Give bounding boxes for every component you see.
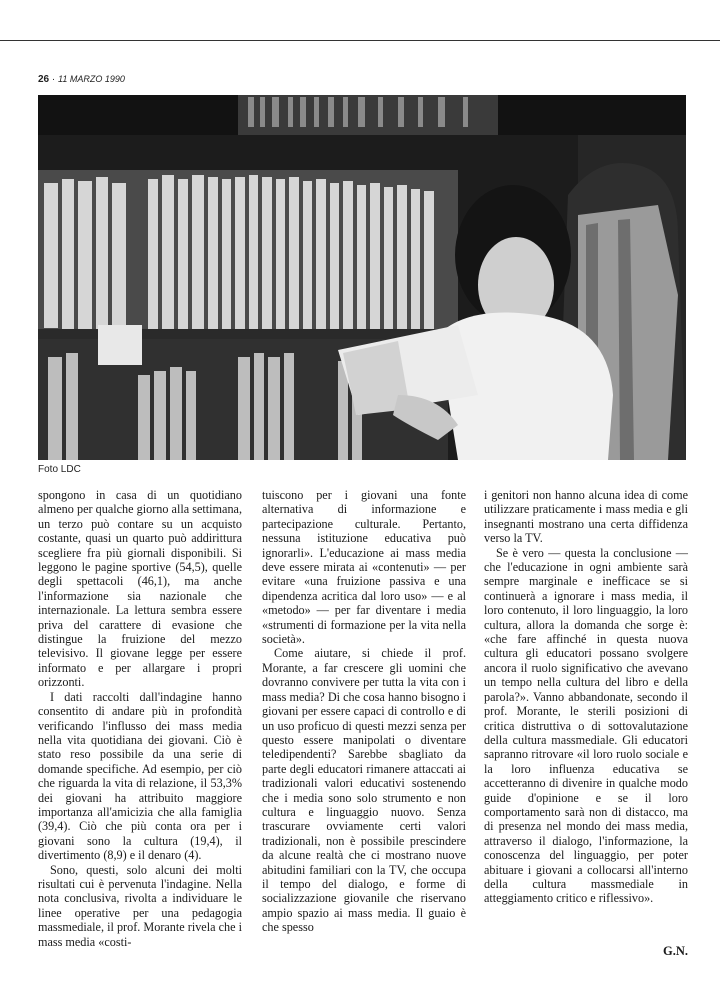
article-column-3: [484, 488, 688, 906]
article-column-1: [38, 488, 242, 949]
article-column-2: [262, 488, 466, 935]
paragraph: Come aiutare, si chiede il prof. Morante, a far crescere gli uomini che dovranno convivere per tutta la vita con i mass media? Di che cosa hanno bisogno i giovani per essere capaci di controllo e di un uso proficuo di questi mezzi senza per questo essere manipolati o diventare teledipendenti? Sarebbe sbagliato da parte degli educatori rimanere attaccati ai tradizionali valori educativi sostenendo che i media sono solo strumento e non cultura e linguaggio nuovo. Senza trascurare ovviamente certi valori tradizionali, non è possibile prescindere da alcune realtà che ci mostrano nuove abitudini familiari con la TV, che occupa il tempo del dialogo, e forme di socializzazione giovanile che riservano ampio spazio ai mass media. Il guaio è che spesso: [262, 646, 466, 935]
top-rule: [0, 40, 720, 41]
library-photo: [38, 95, 686, 460]
page-folio: [38, 74, 125, 85]
page-number: 26: [38, 74, 50, 85]
paragraph: Sono, questi, solo alcuni dei molti risultati cui è pervenuta l'indagine. Nella nota conclusiva, rivolta a individuare le linee operative per una pedagogia massmediale, il prof. Morante rivela che i mass media «costi-: [38, 862, 242, 949]
paragraph: Se è vero — questa la conclusione — che l'educazione in ogni ambiente sarà sempre marginale e inefficace se si continuerà a ignorare i mass media, il loro contenuto, il loro linguaggio, la loro cultura, allora la domanda che sorge è: «che fare affinché in questa nuova cultura gli educatori possano svolgere ancora il ruolo significativo che avevano un tempo nella cultura del libro e della parola?». Vanno abbandonate, secondo il prof. Morante, le sterili posizioni di critica distruttiva o di sottovalutazione della cultura massmediale. Gli educatori sapranno ritrovare «il loro ruolo sociale e la loro influenza educativa se accetteranno di divenire in qualche modo guide d'opinione e se il loro comportamento sarà non di distacco, ma di presenza nel mondo dei mass media, attraverso il dialogo, l'informazione, la conoscenza del linguaggio, per poter abituare i giovani a collocarsi all'interno della cultura massmediale in atteggiamento critico e riflessivo».: [484, 545, 688, 906]
author-signature: G.N.: [663, 944, 688, 958]
issue-date: 11 MARZO 1990: [58, 74, 125, 84]
photo-caption: Foto LDC: [38, 464, 81, 475]
paragraph: tuiscono per i giovani una fonte alternativa di informazione e partecipazione culturale. Pertanto, nessuna istituzione educativa può ignorarli». L'educazione ai mass media deve essere mirata ai «contenuti» — per evitare «una fruizione passiva e una dipendenza acritica dal loro uso» — e al «metodo» — per far diventare i media «strumenti di formazione per la vita nella società».: [262, 488, 466, 647]
paragraph: spongono in casa di un quotidiano almeno per qualche giorno alla settimana, un terzo può contare su un acquisto costante, quasi un quarto può addirittura scegliere fra più giornali disponibili. Si leggono le pagine sportive (54,5), quelle degli spettacoli (46,1), ma anche l'informazione sia nazionale che internazionale. La lettura sembra essere priva del carattere di evasione che distingue la fruizione del mezzo televisivo. Il giovane legge per essere informato e per allargare i propri orizzonti.: [38, 488, 242, 690]
paragraph: i genitori non hanno alcuna idea di come utilizzare praticamente i mass media e gli insegnanti mostrano una certa diffidenza verso la TV.: [484, 488, 688, 546]
folio-separator: ·: [49, 74, 59, 85]
paragraph: I dati raccolti dall'indagine hanno consentito di andare più in profondità verificando l'influsso dei mass media nella vita quotidiana dei giovani. Ciò è stato reso possibile da una serie di domande specifiche. Ad esempio, per ciò che riguarda la vita di relazione, il 53,3% dei giovani ha attribuito maggiore importanza all'amicizia che alla famiglia (39,4). Ciò che più conta ora per i giovani sono la cultura (19,4), il divertimento (8,9) e il denaro (4).: [38, 689, 242, 863]
